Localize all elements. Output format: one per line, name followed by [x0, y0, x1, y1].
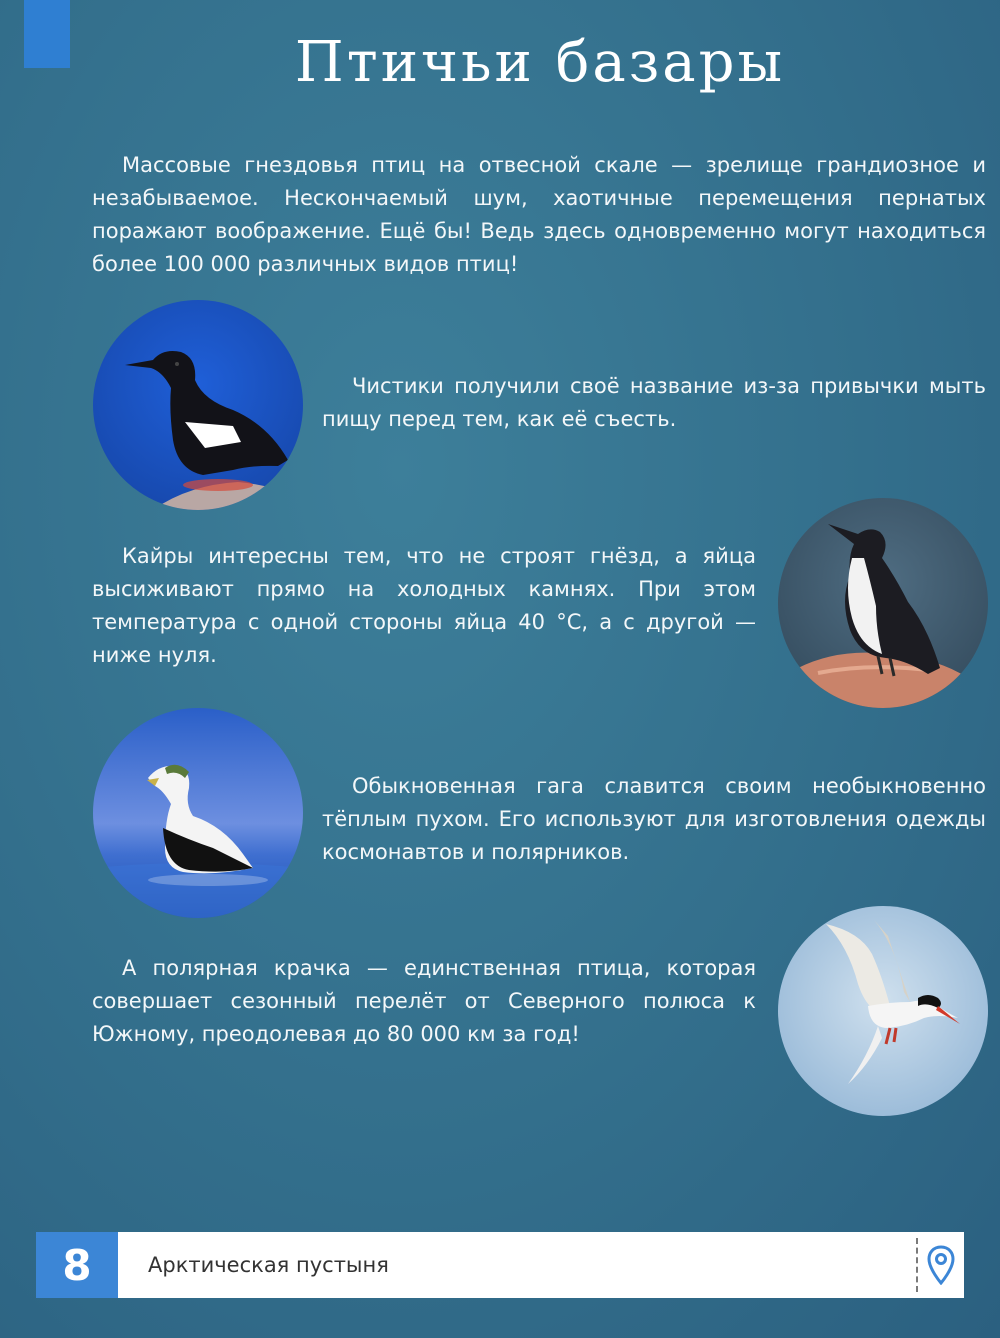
guillemot-photo — [93, 300, 303, 510]
page-title: Птичьи базары — [294, 30, 786, 95]
eider-text: Обыкновенная гага славится своим необыкновенно тёплым пухом. Его используют для изготовления одежды космонавтов и полярников. — [322, 774, 986, 864]
footer-bar — [118, 1232, 918, 1298]
arctic-tern-photo — [778, 906, 988, 1116]
murre-text: Кайры интересны тем, что не строят гнёзд, а яйца высиживают прямо на холодных камнях. При этом температура с одной стороны яйца 40 °С, а с другой — ниже нуля. — [92, 544, 756, 667]
section-label: Арктическая пустыня — [148, 1253, 389, 1277]
guillemot-text: Чистики получили своё название из-за привычки мыть пищу перед тем, как её съесть. — [322, 374, 986, 431]
eider-photo — [93, 708, 303, 918]
intro-paragraph: Массовые гнездовья птиц на отвесной скале — зрелище грандиозное и незабываемое. Нескончаемый шум, хаотичные перемещения пернатых поражают воображение. Ещё бы! Ведь здесь одновременно могут находиться более 100 000 различных видов птиц! — [92, 153, 986, 276]
location-pin-icon — [918, 1232, 964, 1298]
murre-photo — [778, 498, 988, 708]
arctic-tern-text: А полярная крачка — единственная птица, которая совершает сезонный перелёт от Северного полюса к Южному, преодолевая до 80 000 км за год! — [92, 956, 756, 1046]
page-footer — [36, 1232, 964, 1298]
page-number: 8 — [62, 1240, 92, 1290]
